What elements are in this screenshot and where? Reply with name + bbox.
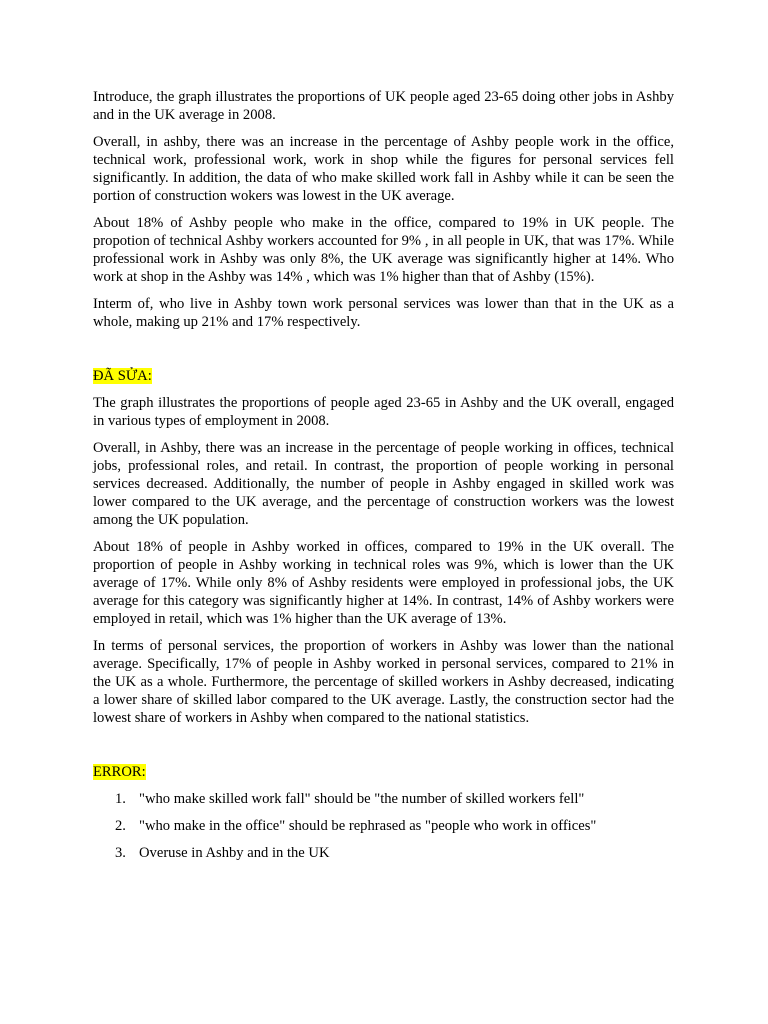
- error-item: [93, 817, 674, 835]
- error-heading: [93, 763, 674, 781]
- error-item: [93, 790, 674, 808]
- error-item-number: 3.: [115, 845, 126, 861]
- revised-heading: [93, 367, 674, 385]
- document-body: [93, 88, 674, 871]
- error-item-number: 2.: [115, 818, 126, 834]
- revised-paragraph-3: About 18% of people in Ashby worked in offices, compared to 19% in the UK overall. The proportion of people in Ashby working in technical roles was 9%, which is lower than the UK average of 17%. While only 8% of Ashby residents were employed in professional jobs, the UK average for this category was significantly higher at 14%. In contrast, 14% of Ashby workers were employed in retail, which was 1% higher than the UK average of 13%.: [93, 539, 674, 627]
- spacer: [93, 340, 674, 367]
- original-essay: [93, 88, 674, 331]
- original-paragraph-4: Interm of, who live in Ashby town work personal services was lower than that in the UK as a whole, making up 21% and 17% respectively.: [93, 296, 674, 330]
- original-paragraph-2: Overall, in ashby, there was an increase in the percentage of Ashby people work in the office, technical work, professional work, work in shop while the figures for personal services fell significantly. In addition, the data of who make skilled work fall in Ashby while it can be seen the portion of construction wokers was lowest in the UK average.: [93, 134, 674, 204]
- error-list-section: [93, 763, 674, 862]
- revised-paragraph-4: In terms of personal services, the proportion of workers in Ashby was lower than the national average. Specifically, 17% of people in Ashby worked in personal services, compared to 21% in the UK as a whole. Furthermore, the percentage of skilled workers in Ashby decreased, indicating a lower share of skilled labor compared to the UK average. Lastly, the construction sector had the lowest share of workers in Ashby when compared to the national statistics.: [93, 638, 674, 726]
- revised-paragraph-2: Overall, in Ashby, there was an increase in the percentage of people working in offices, technical jobs, professional roles, and retail. In contrast, the proportion of people working in personal services decreased. Additionally, the number of people in Ashby engaged in skilled work was lower compared to the UK average, and the percentage of construction workers was the lowest among the UK population.: [93, 440, 674, 528]
- error-item-text: Overuse in Ashby and in the UK: [139, 845, 330, 861]
- spacer: [93, 736, 674, 763]
- revised-paragraph-1: The graph illustrates the proportions of people aged 23-65 in Ashby and the UK overall, engaged in various types of employment in 2008.: [93, 395, 674, 429]
- original-paragraph-3: About 18% of Ashby people who make in the office, compared to 19% in UK people. The propotion of technical Ashby workers accounted for 9% , in all people in UK, that was 17%. While professional work in Ashby was only 8%, the UK average was significantly higher at 14%. Who work at shop in the Ashby was 14% , which was 1% higher than that of Ashby (15%).: [93, 215, 674, 285]
- error-item: [93, 844, 674, 862]
- error-item-text: "who make in the office" should be rephrased as "people who work in offices": [139, 818, 597, 834]
- original-paragraph-1: Introduce, the graph illustrates the proportions of UK people aged 23-65 doing other jobs in Ashby and in the UK average in 2008.: [93, 89, 674, 123]
- error-item-number: 1.: [115, 791, 126, 807]
- revised-essay: [93, 367, 674, 727]
- error-list: [93, 790, 674, 862]
- error-heading-text: ERROR:: [93, 764, 146, 780]
- revised-heading-text: ĐÃ SỬA:: [93, 368, 152, 384]
- error-item-text: "who make skilled work fall" should be "the number of skilled workers fell": [139, 791, 585, 807]
